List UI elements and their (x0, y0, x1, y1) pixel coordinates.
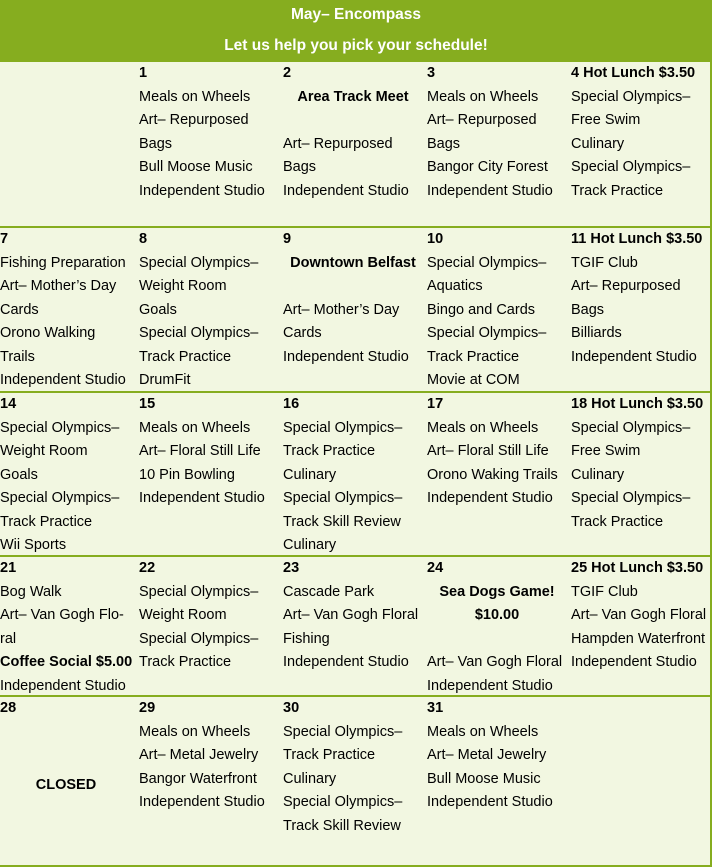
activity-item: Track Practice (139, 654, 232, 670)
activity-item: Track Practice (0, 513, 93, 530)
activity-item: Special Olympics– (139, 630, 259, 647)
activity-item: Independent Studio (139, 490, 265, 506)
activity-item: Meals on Wheels (427, 419, 539, 436)
week-row (0, 393, 712, 557)
activity-item: Special Olympics– (571, 88, 691, 105)
day-cell (0, 697, 139, 865)
activity-item: Art– Repurposed (139, 112, 249, 128)
activity-item: Special Olympics– (283, 723, 403, 740)
activity-item: Bangor Waterfront (139, 770, 257, 787)
activity-item: Track Practice (139, 348, 232, 365)
day-number: 22 (139, 560, 156, 576)
day-number: 11 Hot Lunch $3.50 (571, 231, 703, 247)
activity-item: Art– Van Gogh Floral (283, 607, 419, 623)
day-number: 21 (0, 560, 17, 576)
activity-item: Art– Mother’s Day (283, 301, 400, 318)
activity-item: Weight Room (139, 607, 227, 623)
activity-item: Independent Studio (571, 348, 697, 365)
activity-item: Special Olympics– (427, 325, 547, 341)
day-cell (571, 393, 712, 555)
activity-item: Special Olympics– (0, 490, 120, 506)
activity-item: Weight Room (0, 443, 88, 459)
activity-item: Culinary (283, 770, 337, 787)
activity-item: Culinary (571, 466, 625, 483)
activity-item: Art– Metal Jewelry (427, 747, 547, 763)
activity-item: Fishing Preparation (0, 254, 126, 271)
day-cell (427, 557, 571, 695)
activity-item: Culinary (571, 135, 625, 152)
activity-item: Art– Van Gogh Floral (571, 607, 707, 623)
activity-item: Art– Floral Still Life (139, 443, 261, 459)
day-cell (283, 393, 427, 555)
activity-item: Independent Studio (427, 490, 553, 506)
activity-item: Track Practice (283, 443, 376, 459)
day-number: 24 (427, 560, 444, 576)
day-number: 23 (283, 560, 300, 576)
event-highlight: Downtown Belfast (290, 254, 416, 271)
activity-item: Art– Van Gogh Floral (427, 654, 563, 670)
day-cell (571, 697, 712, 865)
week-row (0, 697, 712, 867)
day-cell (427, 62, 571, 226)
activity-item: Track Skill Review (283, 817, 401, 834)
activity-item: Track Practice (571, 513, 664, 530)
activity-item: TGIF Club (571, 254, 638, 271)
activity-item: Cascade Park (283, 583, 375, 600)
day-number: 2 (283, 65, 292, 81)
day-number: 9 (283, 231, 292, 247)
activity-item: Weight Room (139, 278, 227, 294)
day-cell (139, 228, 283, 391)
activity-item: Art– Mother’s Day (0, 278, 117, 294)
activity-item: Free Swim (571, 112, 641, 128)
activity-item: Independent Studio (427, 677, 553, 694)
activity-item: Fishing (283, 630, 330, 647)
activity-item: Bog Walk (0, 583, 62, 600)
activity-item: Art– Metal Jewelry (139, 747, 259, 763)
day-cell (283, 557, 427, 695)
activity-item: Bags (427, 135, 461, 152)
activity-item: ral (0, 630, 17, 647)
event-highlight: Coffee Social $5.00 (0, 654, 133, 670)
activity-item: Goals (0, 466, 38, 483)
activity-item: Special Olympics– (427, 254, 547, 271)
activity-item: Aquatics (427, 278, 483, 294)
day-number: 17 (427, 396, 444, 412)
day-cell (139, 557, 283, 695)
activity-item: Bags (571, 301, 605, 318)
event-highlight: Sea Dogs Game! (439, 583, 555, 600)
activity-item: Bags (283, 159, 317, 175)
activity-item: Billiards (571, 325, 622, 341)
week-row (0, 228, 712, 393)
day-cell (283, 697, 427, 865)
day-cell (0, 393, 139, 555)
day-cell (571, 62, 712, 226)
day-number: 18 Hot Lunch $3.50 (571, 396, 704, 412)
activity-item: Independent Studio (571, 654, 697, 670)
activity-item: Independent Studio (283, 182, 409, 199)
activity-item: Art– Repurposed (427, 112, 537, 128)
activity-item: Special Olympics– (139, 583, 259, 600)
activity-item: Meals on Wheels (139, 723, 251, 740)
activity-item: Meals on Wheels (427, 88, 539, 105)
activity-item: Bangor City Forest (427, 159, 548, 175)
day-number: 15 (139, 396, 156, 412)
activity-item: Trails (0, 348, 35, 365)
activity-item: Hampden Waterfront (571, 630, 706, 647)
day-cell (139, 393, 283, 555)
activity-item: Orono Walking (0, 325, 96, 341)
day-number: 16 (283, 396, 300, 412)
day-number: 31 (427, 700, 444, 716)
activity-item: Bingo and Cards (427, 301, 536, 318)
activity-item: Free Swim (571, 443, 641, 459)
activity-item: Wii Sports (0, 537, 67, 553)
day-cell (427, 393, 571, 555)
activity-item: Bull Moose Music (427, 770, 541, 787)
activity-item: Special Olympics– (571, 419, 691, 436)
activity-item: Cards (0, 301, 39, 318)
activity-item: 10 Pin Bowling (139, 466, 235, 483)
activity-item: Special Olympics– (283, 794, 403, 810)
activity-item: Independent Studio (283, 348, 409, 365)
activity-item: Art– Van Gogh Flo- (0, 607, 124, 623)
activity-item: Special Olympics– (139, 325, 259, 341)
day-cell (139, 62, 283, 226)
day-number: 29 (139, 700, 156, 716)
day-number: 14 (0, 396, 17, 412)
activity-item: Meals on Wheels (139, 88, 251, 105)
day-cell (0, 557, 139, 695)
activity-item: Art– Floral Still Life (427, 443, 549, 459)
activity-item: Meals on Wheels (139, 419, 251, 436)
day-number: 30 (283, 700, 300, 716)
activity-item: Track Practice (427, 348, 520, 365)
week-row (0, 557, 712, 697)
activity-item: Independent Studio (0, 372, 126, 388)
calendar-header (0, 0, 712, 62)
activity-item: Bull Moose Music (139, 159, 253, 175)
activity-item: Independent Studio (427, 182, 553, 199)
day-cell (283, 62, 427, 226)
day-cell (0, 228, 139, 391)
activity-item: Independent Studio (139, 794, 265, 810)
activity-item: Meals on Wheels (427, 723, 539, 740)
activity-item: Art– Repurposed (571, 278, 681, 294)
activity-item: Independent Studio (427, 794, 553, 810)
event-highlight: Area Track Meet (297, 88, 409, 105)
day-number: 25 Hot Lunch $3.50 (571, 560, 704, 576)
activity-item: Independent Studio (139, 182, 265, 199)
activity-item: Orono Waking Trails (427, 466, 558, 483)
week-row (0, 62, 712, 228)
activity-item: DrumFit (139, 372, 191, 388)
activity-item: Culinary (283, 466, 337, 483)
day-cell (139, 697, 283, 865)
activity-item: Independent Studio (283, 654, 409, 670)
activity-item: Culinary (283, 537, 337, 553)
activity-item: TGIF Club (571, 583, 638, 600)
activity-item: Track Practice (283, 747, 376, 763)
calendar-subtitle: Let us help you pick your schedule! (224, 37, 488, 54)
day-number: 28 (0, 700, 17, 716)
closed-label: CLOSED (35, 776, 97, 793)
activity-item: Track Skill Review (283, 513, 401, 530)
day-cell (427, 697, 571, 865)
day-cell (427, 228, 571, 391)
day-number: 1 (139, 65, 148, 81)
activity-item: Special Olympics– (0, 419, 120, 436)
activity-item: Special Olympics– (571, 490, 691, 506)
activity-item: Goals (139, 301, 177, 318)
day-number: 4 Hot Lunch $3.50 (571, 65, 696, 81)
event-highlight: $10.00 (474, 607, 520, 623)
calendar-title: May– Encompass (290, 6, 422, 23)
day-number: 8 (139, 231, 148, 247)
activity-item: Independent Studio (0, 677, 126, 694)
activity-item: Special Olympics– (139, 254, 259, 271)
day-number: 10 (427, 231, 444, 247)
activity-item: Movie at COM (427, 372, 520, 388)
calendar-grid (0, 62, 712, 867)
activity-item: Bags (139, 135, 173, 152)
activity-item: Special Olympics– (571, 159, 691, 175)
day-cell (571, 557, 712, 695)
day-number: 3 (427, 65, 436, 81)
activity-item: Special Olympics– (283, 490, 403, 506)
day-number: 7 (0, 231, 9, 247)
day-cell (571, 228, 712, 391)
day-cell (283, 228, 427, 391)
activity-item: Special Olympics– (283, 419, 403, 436)
day-cell (0, 62, 139, 226)
activity-item: Track Practice (571, 182, 664, 199)
activity-item: Art– Repurposed (283, 135, 393, 152)
activity-item: Cards (283, 325, 322, 341)
